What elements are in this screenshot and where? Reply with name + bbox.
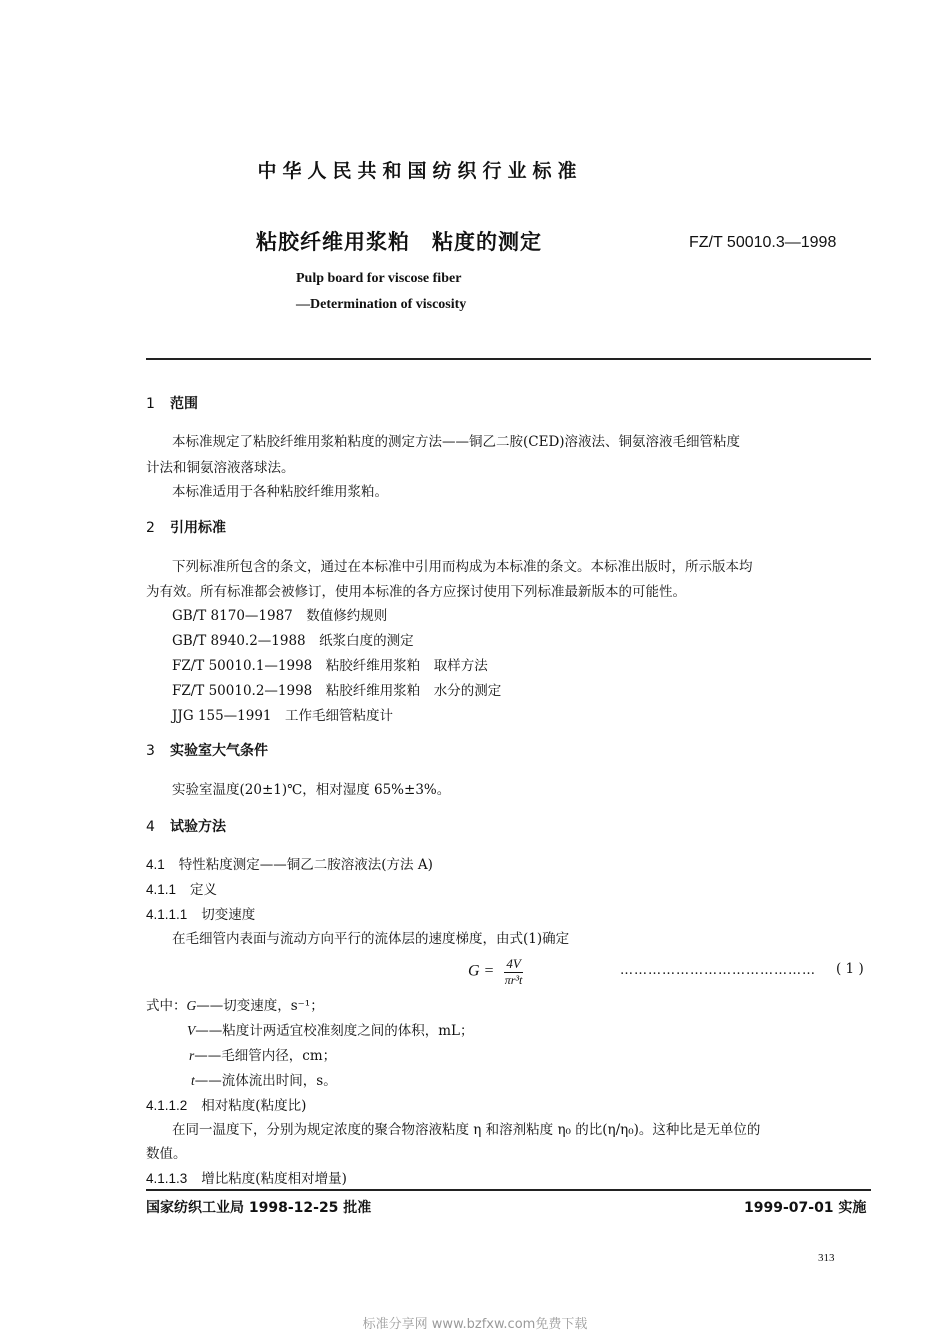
subsection-number: 4.1.1.1 — [146, 907, 188, 922]
variable-symbol: r — [189, 1048, 195, 1063]
formula-lhs: G = — [468, 962, 495, 980]
paragraph: 实验室温度(20±1)℃，相对湿度 65%±3%。 — [172, 782, 451, 798]
section-title: 实验室大气条件 — [170, 743, 268, 759]
formula-numerator: 4V — [506, 956, 521, 971]
where-prefix: 式中： — [146, 998, 187, 1014]
standard-category: 中华人民共和国纺织行业标准 — [257, 160, 583, 182]
page-number: 313 — [818, 1252, 835, 1264]
subsection-4-1-1-3 — [146, 1167, 347, 1187]
reference-item: GB/T 8170—1987 数值修约规则 — [172, 608, 388, 624]
subsection-4-1-1-2 — [146, 1094, 306, 1114]
variable-description: ——粘度计两适宜校准刻度之间的体积，mL； — [195, 1023, 474, 1039]
section-number: 1 — [146, 396, 155, 412]
section-title: 范围 — [170, 396, 198, 412]
paragraph-continuation: 计法和铜氨溶液落球法。 — [146, 460, 295, 476]
subsection-title: 相对粘度(粘度比) — [201, 1098, 307, 1114]
formula-leader-dots: …………………………………… — [620, 963, 816, 978]
section-number: 4 — [146, 819, 155, 835]
variable-definition — [191, 1069, 337, 1089]
english-title-line2: —Determination of viscosity — [296, 297, 467, 312]
variable-symbol: t — [191, 1073, 195, 1088]
subsection-number: 4.1.1.2 — [146, 1098, 188, 1113]
standard-code: FZ/T 50010.3—1998 — [689, 234, 837, 251]
section-title: 试验方法 — [170, 819, 226, 835]
paragraph: 本标准规定了粘胶纤维用浆粕粘度的测定方法——铜乙二胺(CED)溶液法、铜氨溶液毛细管粘度 — [172, 434, 741, 450]
implementation-date: 1999-07-01 实施 — [744, 1200, 867, 1216]
formula-fraction — [504, 956, 522, 988]
subsection-title: 增比粘度(粘度相对增量) — [201, 1171, 347, 1187]
paragraph-continuation: 为有效。所有标准都会被修订，使用本标准的各方应探讨使用下列标准最新版本的可能性。 — [146, 584, 686, 600]
subsection-title: 特性粘度测定——铜乙二胺溶液法(方法 A) — [178, 857, 433, 873]
subsection-4-1-1-1 — [146, 903, 255, 923]
reference-item: FZ/T 50010.1—1998 粘胶纤维用浆粕 取样方法 — [172, 658, 488, 674]
variable-description: ——毛细管内径，cm； — [194, 1048, 337, 1064]
reference-item: JJG 155—1991 工作毛细管粘度计 — [172, 708, 394, 724]
english-title-line1: Pulp board for viscose fiber — [296, 271, 462, 286]
subsection-4-1-1 — [146, 878, 217, 898]
variable-symbol: G — [186, 998, 197, 1013]
variable-symbol: V — [187, 1023, 196, 1038]
section-4-heading — [146, 816, 226, 836]
paragraph-continuation: 数值。 — [146, 1146, 187, 1162]
reference-item: GB/T 8940.2—1988 纸浆白度的测定 — [172, 633, 414, 649]
subsection-number: 4.1.1 — [146, 882, 177, 897]
subsection-number: 4.1.1.3 — [146, 1171, 188, 1186]
subsection-number: 4.1 — [146, 857, 165, 872]
section-1-heading — [146, 393, 198, 413]
footer-divider — [146, 1189, 871, 1191]
paragraph: 在毛细管内表面与流动方向平行的流体层的速度梯度，由式(1)确定 — [172, 931, 570, 947]
formula-number: ( 1 ) — [836, 961, 864, 977]
variable-definition — [187, 1019, 474, 1039]
section-title: 引用标准 — [170, 520, 226, 536]
variable-description: ——切变速度，s⁻¹； — [196, 998, 324, 1014]
section-number: 3 — [146, 743, 155, 759]
reference-item: FZ/T 50010.2—1998 粘胶纤维用浆粕 水分的测定 — [172, 683, 502, 699]
header-divider — [146, 358, 871, 360]
subsection-4-1 — [146, 853, 433, 873]
variable-description: ——流体流出时间，s。 — [194, 1073, 337, 1089]
paragraph: 在同一温度下，分别为规定浓度的聚合物溶液粘度 η 和溶剂粘度 η₀ 的比(η/η₀)。这种比是无单位的 — [172, 1122, 761, 1138]
variable-definition — [146, 994, 324, 1014]
variable-definition — [189, 1044, 336, 1064]
section-number: 2 — [146, 520, 155, 536]
section-3-heading — [146, 740, 268, 760]
approval-date: 国家纺织工业局 1998-12-25 批准 — [146, 1200, 372, 1216]
paragraph: 本标准适用于各种粘胶纤维用浆粕。 — [172, 484, 388, 500]
section-2-heading — [146, 517, 226, 537]
site-watermark: 标准分享网 www.bzfxw.com免费下载 — [362, 1317, 588, 1332]
subsection-title: 切变速度 — [201, 907, 256, 923]
shear-rate-formula — [468, 956, 523, 988]
subsection-title: 定义 — [190, 882, 218, 898]
formula-denominator: πr³t — [504, 973, 523, 987]
document-title: 粘胶纤维用浆粕 粘度的测定 — [256, 230, 542, 254]
paragraph: 下列标准所包含的条文，通过在本标准中引用而构成为本标准的条文。本标准出版时，所示版本均 — [172, 559, 753, 575]
